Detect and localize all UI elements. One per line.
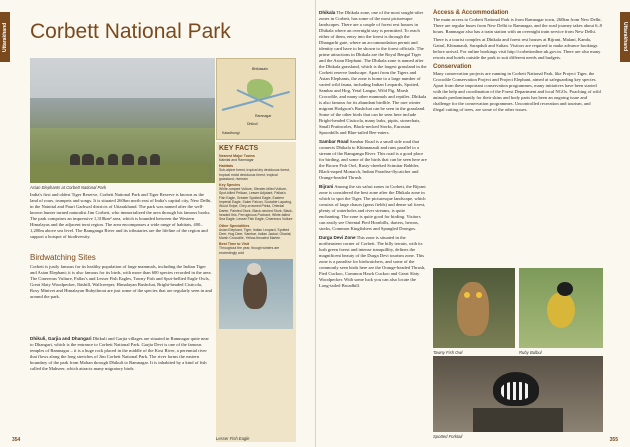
bulbul-body <box>547 292 575 328</box>
page-title: Corbett National Park <box>30 20 231 43</box>
ruby-bulbul-photo <box>519 268 603 348</box>
key-facts-text: Throughout the year, though winters are exceedingly cold <box>219 246 280 255</box>
map-label: Ramnagar <box>255 114 272 118</box>
conservation-heading: Conservation <box>433 64 472 70</box>
site-paragraph <box>319 235 427 289</box>
access-heading: Access & Accommodation <box>433 10 509 16</box>
park-map <box>216 58 296 140</box>
birdwatching-paragraph: Corbett is justly famous for its healthy population of large mammals, including the Indian Tiger and Asian Elephant; it is also famous for its birds, with more than 600 species recorded in the area. The Cinereous Vulture, Pallas's and Lesser Fish Eagles, Tawny Fish and Spot-bellied Eagle Owls, Great Slaty Woodpecker, Ibisbill, Wallcreeper, Himalayan Bushchat, Bright-headed Cisticola, Rosy Minivet and Himalayan Rubythroat are just some of the species that are regularly seen in and around the park. <box>30 264 212 299</box>
elephant <box>150 154 160 165</box>
map-label: Dhikuli <box>247 122 258 126</box>
site-text: Sambar Road is a small side road that connects Dhikala to Khinnanauli and runs parallel to a stream of the Ramganga River. This road is a good place for birding, and some of the birds that can be seen here are the Brown Fish Owl, Rusty-cheeked Scimitar Babbler, Black-naped Monarch, Indian Paradise-flycatcher and Orange-headed Thrush. <box>319 139 427 180</box>
owl-eye <box>464 292 470 298</box>
site-paragraph <box>319 10 427 136</box>
site-paragraph <box>319 184 427 232</box>
elephant <box>96 157 104 165</box>
page-number-left: 354 <box>12 437 21 443</box>
owl-caption: Tawny Fish Owl <box>433 350 463 355</box>
region-tab-label: Uttarakhand <box>622 22 628 52</box>
access-paragraph-2: There is a tourist complex at Dhikala and forest rest houses at Bijrani, Malani, Kanda, Gairal, Khinanauli, Sarapduli and Sultan. Visitors are required to make advance bookings before arrival. For online bookings visit http://corbettonline.uk.gov.in. There are also many resorts and hotels outside the park to suit different needs and budgets. <box>433 37 601 60</box>
sites-column <box>319 10 427 289</box>
key-facts-heading: Other Specialities <box>219 223 250 228</box>
bulbul-head <box>557 282 573 296</box>
dhikuli-paragraph <box>30 336 212 372</box>
owl-eye <box>476 292 482 298</box>
map-label: Bhikiasain <box>252 67 268 71</box>
birdwatching-heading: Birdwatching Sites <box>30 253 96 262</box>
info-column <box>433 10 603 113</box>
elephant <box>70 154 80 165</box>
lesser-fish-eagle-photo <box>219 259 293 329</box>
access-paragraph: The main access to Corbett National Park is from Ramnagar town, 260km from New Delhi. There are regular buses from New Delhi to Ramnagar, and the road journey takes about 6–8 hours. Ramnagar also has a train station with an overnight train service from New Delhi. <box>433 17 602 34</box>
dhikuli-text: Dhikuli and Garjia villages are situated in Ramnagar quite near to Dhangari, which is the entrance to Corbett National Park. Garjia Devi is one of the famous temples of Ramnagar – it is a huge rock placed in the middle of the Kosi River, a perennial river that flows along the long stretches of Jim Corbett National Park. The river forms the eastern boundary of the park from Mohan through Dhikuli to Ramnagar. It is inhabited by a kind of fish called the Mahseer, which attracts many migratory birds. <box>30 336 209 371</box>
region-tab-label: Uttarakhand <box>2 22 8 52</box>
map-label: Kaladhungi <box>222 131 240 135</box>
site-label: Dhikala <box>319 10 336 15</box>
photo-mountains <box>30 98 215 128</box>
region-tab-left <box>0 12 10 62</box>
site-label: Bijrani <box>319 184 334 189</box>
key-facts-heading: Key Species <box>219 183 241 188</box>
site-label: Sambar Road <box>319 139 349 144</box>
eagle-body <box>243 269 267 309</box>
intro-paragraph: India's first and oldest Tiger Reserve, Corbett National Park and Tiger Reserve is known as the land of roars, trumpets and songs. It is situated 260km north east of India's capital city, New Delhi, in the Nainital and Pauri Garhwal districts of Uttarakhand. The park was named after the well-known hunter turned naturalist Jim Corbett, who immortalized the area through his famous books. The park comprises an impressive 1,318km² area, which is bounded between the Western Himalayas and the adjacent terai region. The area encompasses a wide range of habitats, 400–1,200m above sea level. The Ramganga River and its tributaries are the lifeline of the region and support a hotspot of biodiversity. <box>30 192 212 239</box>
elephants-photo <box>30 58 215 183</box>
photo-grass <box>30 163 215 183</box>
spotted-forktail-photo <box>433 356 603 432</box>
site-text: Among the six safari zones in Corbett, the Bijrani zone is considered the best zone after the Dhikala zone in which to spot the Tiger. The picturesque landscape, which consists of large chaurs (grass fields) and dense sal forest, plenty of waterholes and river streams, is quite enchanting. The zone is quite good for birding. Visitors can easily see Oriental Pied Hornbills, darters, herons, storks, Common Kingfishers and Spangled Drongos. <box>319 184 426 231</box>
forktail-caption: Spotted Forktail <box>433 434 463 439</box>
bulbul-caption: Ruby Bulbul <box>519 350 542 355</box>
key-facts-text: White-rumped Vulture, Slender-billed Vulture, Spot-billed Pelican, Lesser Adjutant, Pallas's Fish Eagle, Greater Spotted Eagle, Eastern Imperial Eagle, Saker Falcon, Sociable Lapwing, Wood Snipe, Grey-crowned Prinia, Oriental Darter, Painted Stork, Black-necked Stork, Black-headed Ibis, Ferruginous Pochard, White-tailed Sea Eagle, Lesser Fish Eagle, Cinereous Vulture <box>219 187 293 222</box>
key-facts-text: Asian Elephant, Tiger, Indian Leopard, Spotted Deer, Hog Deer, Sambar, Indian Jackal, Gharial, Marsh Crocodile, Yellow-throated Marten <box>219 227 292 241</box>
key-facts-text: Nainital and Ramnagar <box>219 158 254 162</box>
eagle-caption: Lesser Fish Eagle <box>216 436 250 441</box>
region-tab-right <box>620 12 630 62</box>
right-page <box>315 0 630 447</box>
elephants-caption: Asian Elephants at Corbett National Park <box>30 185 107 190</box>
dhikuli-label: Dhikuli, Garjia and Dhangari <box>30 336 92 341</box>
site-paragraph <box>319 139 427 181</box>
forktail-rock <box>473 408 563 432</box>
owl-body <box>457 282 489 336</box>
site-text: The Dhikala zone, one of the most sought-after zones in Corbett, has some of the most picturesque landscapes. There are a couple of forest rest houses in Dhikala where an overnight stay is permitted. To reach either of them, entry into the forest is through the Dhangarhi gate, where an accommodation permit and identity card have to be shown to the forest officials. The prime attractions in Dhikala are the Royal Bengal Tiger and the Asian Elephant. The Dhikala zone is named after the Dhikala grassland, which is the largest grassland in the Corbett reserve landscape. Apart from the Tigers and Asian Elephants, the zone is home to a large number of varied wild fauna, including Indian Leopards, Spotted, Sambar and Hog, Yetal Langur, Wild Pig, Marsh Crocodile, and many other mammals and reptiles. Dhikala is also famous for its abundant birdlife. The rare winter migrant Hodgson's Bushchat can be seen in the grassland. Some of the other birds that can be seen here include Bright-headed Cisticola, many larks, pipits, stonechats, Small Pratincoles, Black-necked Storks, Eurasian Spoonbills and Blue-tailed Bee-eaters. <box>319 10 427 135</box>
key-facts-text: Sub-alpine forest, tropical dry deciduous forest, tropical moist deciduous forest, tropical grassland, riverrain <box>219 168 290 181</box>
elephant <box>82 154 94 165</box>
elephant <box>138 156 147 165</box>
key-facts-heading: Best Time to Visit <box>219 242 250 247</box>
elephants-credit: Dhruv Mehta <box>208 162 212 180</box>
key-facts-title: KEY FACTS <box>219 145 259 152</box>
eagle-head <box>247 263 261 275</box>
key-facts-box <box>216 142 296 442</box>
key-facts-heading: Nearest Major Towns <box>219 154 255 158</box>
elephant <box>122 154 134 165</box>
tawny-fish-owl-photo <box>433 268 515 348</box>
site-text: This zone is situated in the northeastern corner of Corbett. The hilly terrain, with its lush green forest and intense tranquillity, defines the magnificent beauty of the Durga Devi tourism zone. This zone is a paradise for birdwatchers, and some of the commonly seen birds here are the Orange-headed Thrush, Pied Cuckoo, Common Hawk Cuckoo and Great Slaty Woodpecker. With some luck you can also locate the Long-tailed Broadbill. <box>319 235 426 288</box>
key-facts-heading: Habitats <box>219 164 234 169</box>
forktail-spots <box>501 382 531 400</box>
page-number-right: 355 <box>609 437 618 443</box>
site-label: Durga Devi Zone <box>319 235 356 240</box>
elephant <box>108 154 118 165</box>
conservation-paragraph: Many conservation projects are running in Corbett National Park, like Project Tiger, the Crocodile Conservation Project and Project Elephant, aimed at safeguarding key species. Apart from these important conservation programmes, many initiatives have been started with the help and coordination of the Forest Department and local NGOs. Poaching of wild animals predominantly for their skins and body parts has been an ongoing issue and challenge for the conservation programmes. Uncontrolled recreation and tourism, and illegal cutting of trees, are some of the other issues. <box>433 71 601 112</box>
